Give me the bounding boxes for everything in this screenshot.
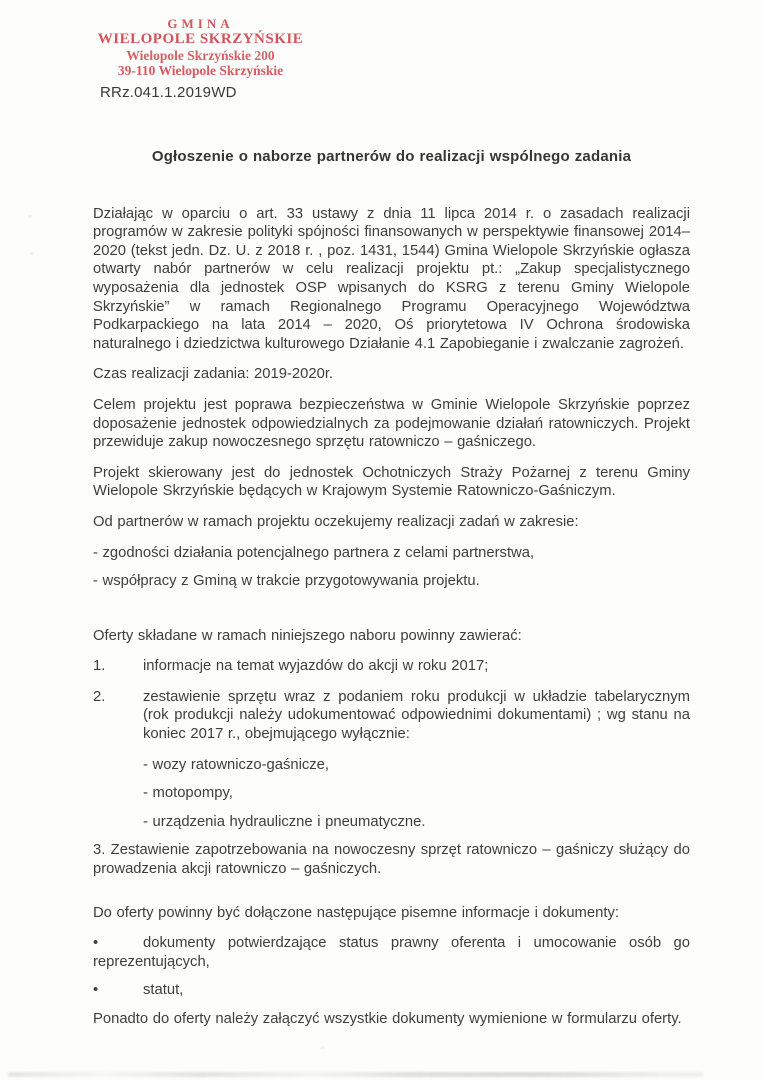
list-item-text: informacje na temat wyjazdów do akcji w roku 2017; [143, 658, 489, 675]
paragraph-timeframe: Czas realizacji zadania: 2019-2020r. [93, 366, 334, 383]
scan-smudge-bottom-edge [8, 1072, 703, 1077]
paragraph-item3: 3. Zestawienie zapotrzebowania na nowoczesny sprzęt ratowniczo – gaśniczy służący do prowadzenia akcji ratowniczo – gaśniczych. [93, 842, 690, 878]
list-item-text: zestawienie sprzętu wraz z podaniem roku produkcji w układzie tabelarycznym (rok produkcji należy udokumentować odpowiednimi dokumentami) ; wg stanu na koniec 2017 r., obejmującego wyłącznie: [143, 688, 690, 743]
paragraph-target: Projekt skierowany jest do jednostek Ochotniczych Straży Pożarnej z terenu Gminy Wielopole Skrzyńskie będących w Krajowym Systemie Ratowniczo-Gaśniczym. [93, 464, 690, 500]
bullet-glyph: • [93, 982, 99, 999]
list-number: 1. [93, 658, 106, 675]
paragraph-offers-intro: Oferty składane w ramach niniejszego naboru powinny zawierać: [93, 627, 522, 644]
paragraph-closing: Ponadto do oferty należy załączyć wszystkie dokumenty wymienione w formularzu oferty. [93, 1011, 682, 1027]
scan-speck [320, 1046, 325, 1049]
offer-list-item-2 [93, 688, 690, 744]
attachment-item-documents [93, 934, 690, 971]
attachment-text: statut, [143, 982, 184, 999]
stamp-org-line1: GMINA [167, 16, 234, 31]
expectation-item: - zgodności działania potencjalnego partnera z celami partnerstwa, [93, 544, 535, 561]
scan-speck [30, 252, 33, 255]
document-title: Ogłoszenie o naborze partnerów do realizacji wspólnego zadania [151, 148, 632, 165]
paragraph-intro: Działając w oparciu o art. 33 ustawy z dnia 11 lipca 2014 r. o zasadach realizacji programów w zakresie polityki spójności finansowanych w perspektywie finansowej 2014–2020 (tekst jedn. Dz. U. z 2018 r. , poz. 1431, 1544) Gmina Wielopole Skrzyńskie ogłasza otwarty nabór partnerów w celu realizacji projektu pt.: „Zakup specjalistycznego wyposażenia dla jednostek OSP wpisanych do KSRG z terenu Gminy Wielopole Skrzyńskie” w ramach Regionalnego Programu Operacyjnego Województwa Podkarpackiego na lata 2014 – 2020, Oś priorytetowa IV Ochrona środowiska naturalnego i dziedzictwa kulturowego Działanie 4.1 Zapobieganie i zwalczanie zagrożeń. [93, 205, 690, 352]
attachment-text: dokumenty potwierdzające status prawny oferenta i umocowanie osób go reprezentujących, [93, 935, 690, 970]
bullet-glyph: • [93, 935, 99, 952]
case-reference-number: RRz.041.1.2019WD [100, 84, 237, 101]
offer-list-item-1 [93, 657, 690, 676]
expectation-item: - współpracy z Gminą w trakcie przygotowywania projektu. [93, 573, 480, 590]
paragraph-attachments-intro: Do oferty powinny być dołączone następujące pisemne informacje i dokumenty: [93, 904, 619, 921]
attachment-item-statut [93, 981, 690, 1000]
stamp-address-line2: 39-110 Wielopole Skrzyńskie [117, 63, 284, 78]
scan-speck [28, 215, 32, 218]
equipment-item: - wozy ratowniczo-gaśnicze, [143, 756, 330, 773]
paragraph-goal: Celem projektu jest poprawa bezpieczeństwa w Gminie Wielopole Skrzyńskie poprzez doposażenie jednostek odpowiedzialnych za podejmowanie działań ratowniczych. Projekt przewiduje zakup nowoczesnego sprzętu ratowniczo – gaśniczego. [93, 396, 690, 451]
equipment-sub-list [143, 756, 690, 832]
municipality-stamp [78, 16, 323, 78]
list-number: 2. [93, 688, 106, 705]
stamp-address-line1: Wielopole Skrzyńskie 200 [126, 48, 275, 63]
paragraph-expectations-intro: Od partnerów w ramach projektu oczekujemy realizacji zadań w zakresie: [93, 513, 579, 530]
equipment-item: - urządzenia hydrauliczne i pneumatyczne. [143, 813, 426, 830]
equipment-item: - motopompy, [143, 785, 233, 802]
document-body [93, 140, 690, 1041]
stamp-org-line2: WIELOPOLE SKRZYŃSKIE [97, 31, 304, 47]
